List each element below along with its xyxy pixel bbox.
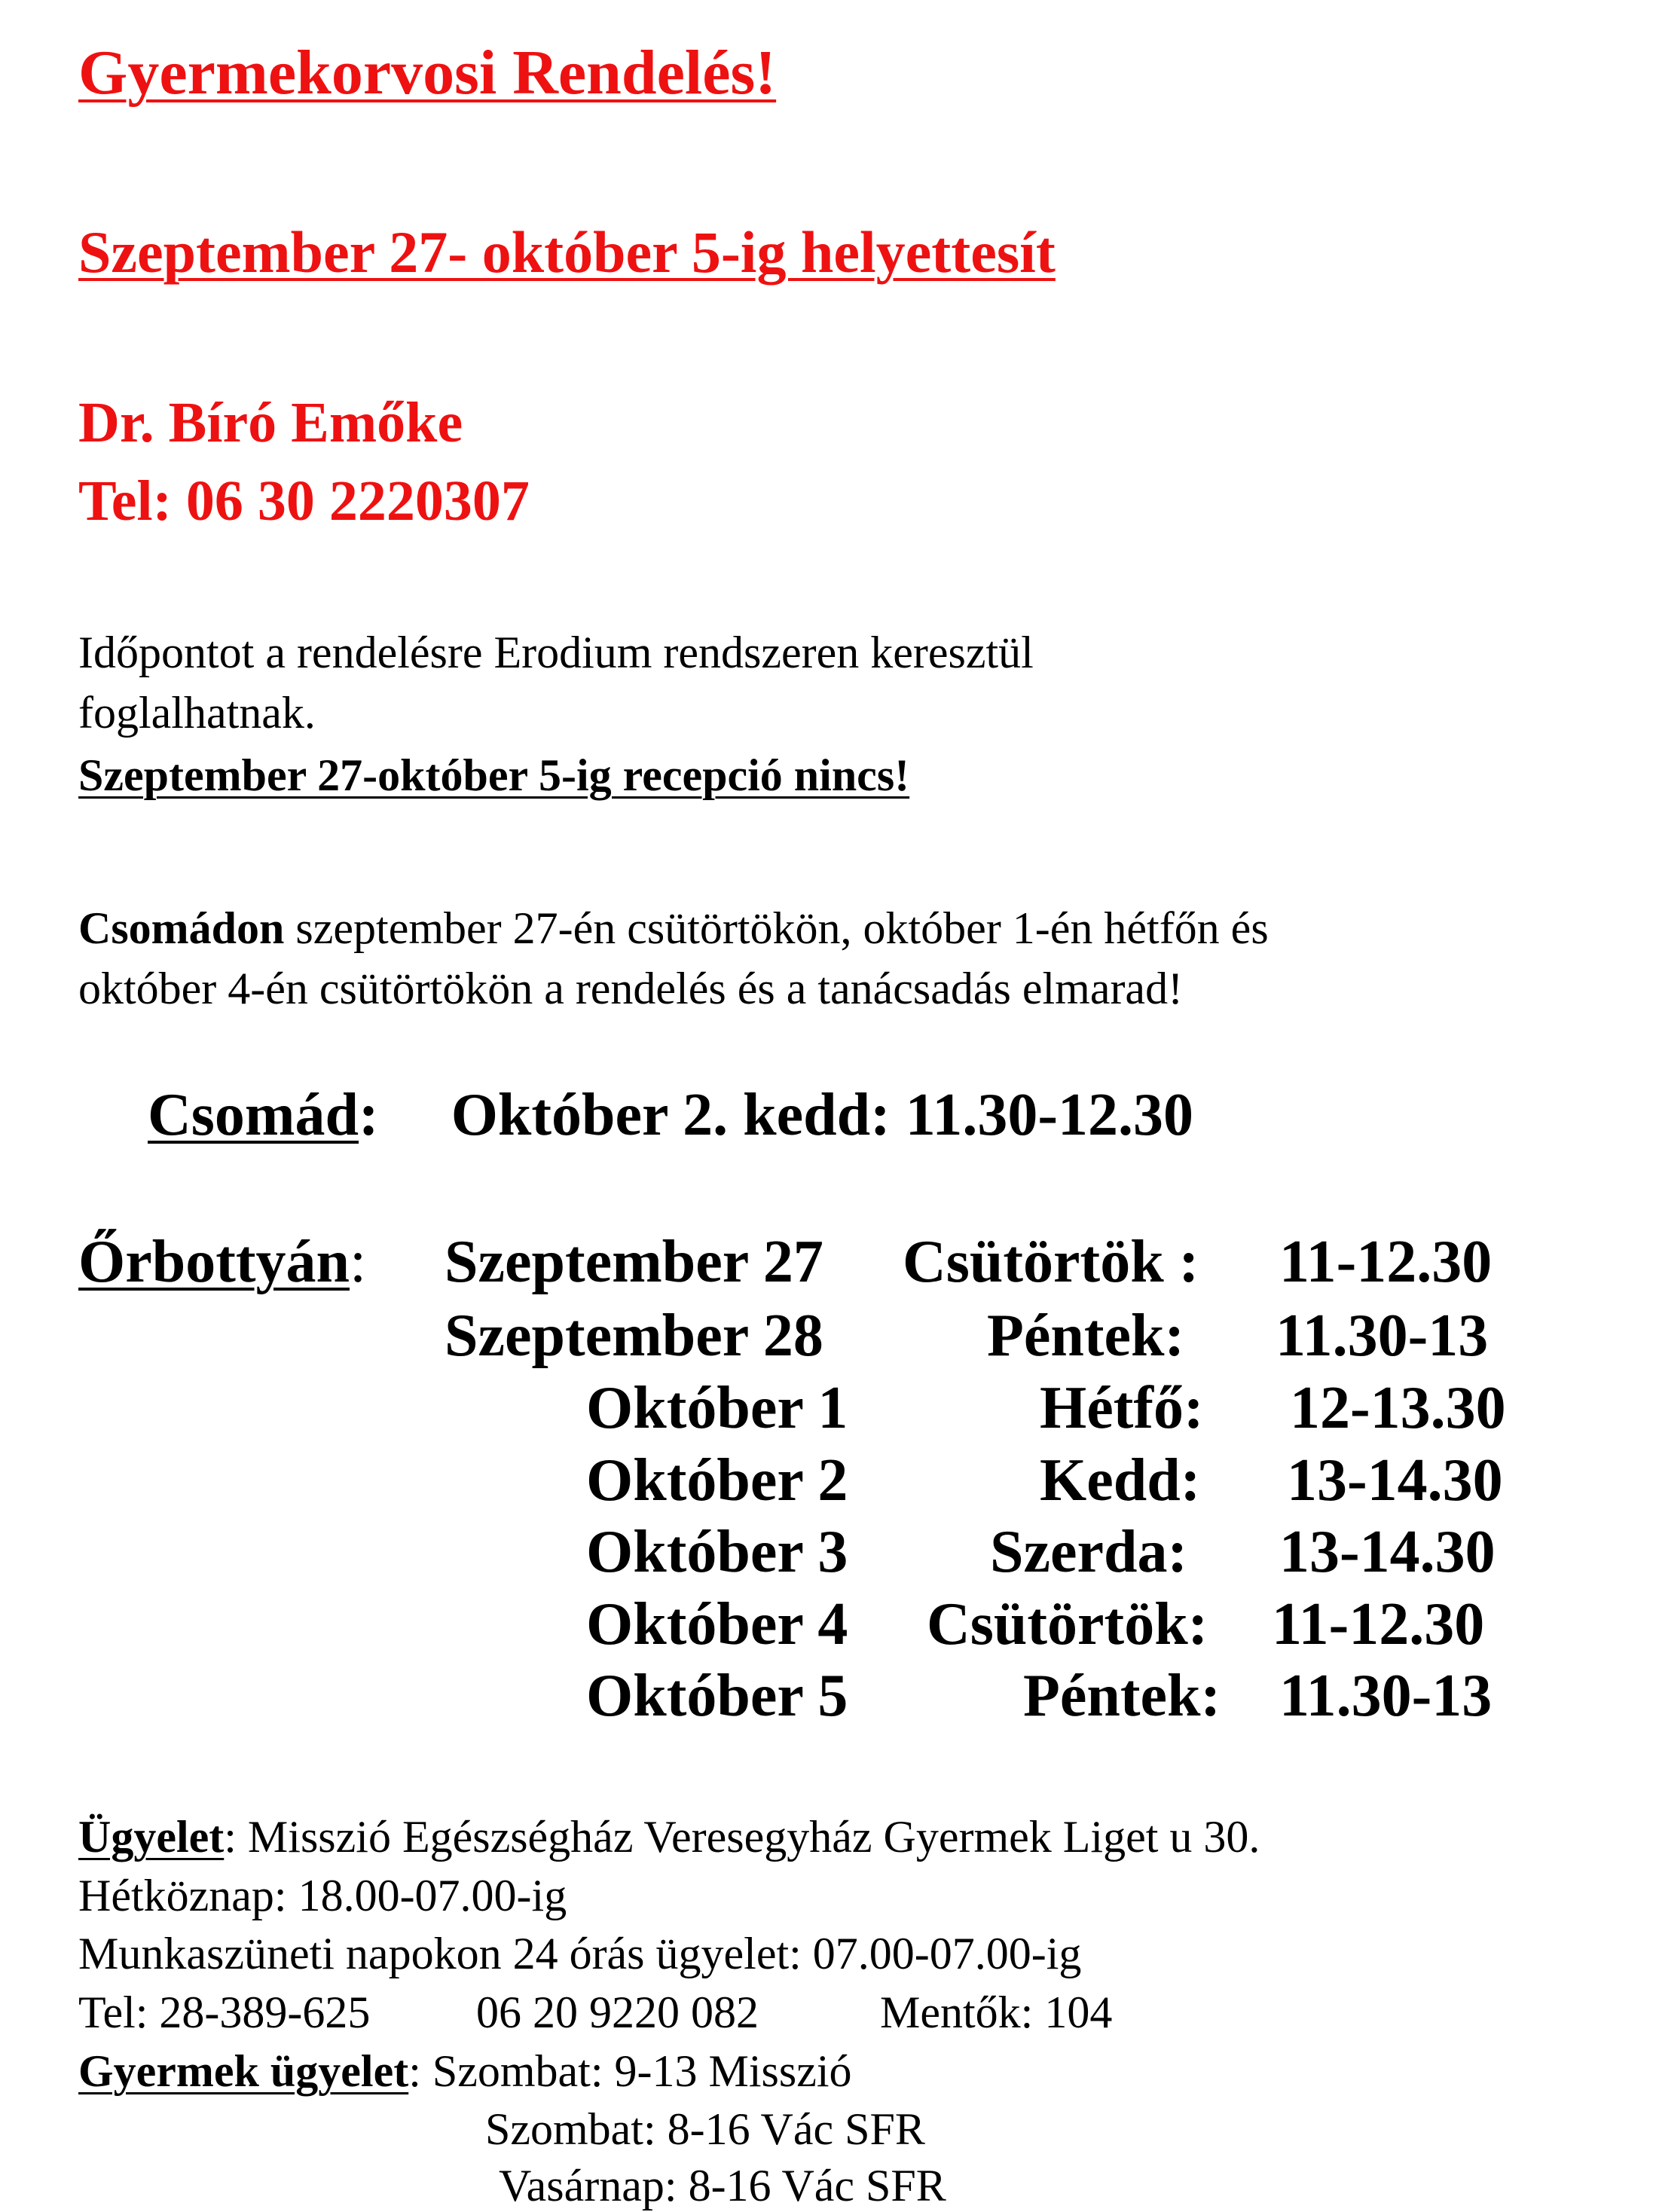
duty-address: : Misszió Egészségház Veresegyház Gyermek Liget u 30. [224,1812,1260,1862]
orbottyan-colon: : [350,1229,367,1295]
duty-holiday: Munkaszüneti napokon 24 órás ügyelet: 07.00-07.00-ig [78,1929,1082,1978]
schedule-time: 12-13.30 [1290,1375,1506,1441]
schedule-day: Péntek: [1023,1663,1221,1729]
child-duty-saturday-vac: Szombat: 8-16 Vác SFR [485,2104,925,2154]
cancel-notice-line-2: október 4-én csütörtökön a rendelés és a tanácsadás elmarad! [78,964,1184,1013]
schedule-day: Kedd: [1040,1447,1201,1514]
doctor-name: Dr. Bíró Emőke [78,391,463,454]
schedule-day: Hétfő: [1040,1375,1204,1441]
duty-address-line [78,1811,1260,1863]
cancel-notice-line-1 [78,903,1269,955]
cancel-place: Csomádon [78,903,285,953]
csomad-place: Csomád [148,1082,359,1148]
csomad-time: Október 2. kedd: 11.30-12.30 [451,1082,1193,1148]
csomad-schedule [148,1081,1193,1150]
orbottyan-label [78,1228,366,1297]
doctor-phone: Tel: 06 30 2220307 [78,469,530,533]
substitution-heading: Szeptember 27- október 5-ig helyettesít [78,219,1056,285]
schedule-time: 11.30-13 [1276,1303,1489,1369]
schedule-day: Péntek: [987,1303,1185,1369]
schedule-time: 11.30-13 [1279,1663,1493,1729]
orbottyan-place: Őrbottyán [78,1229,350,1295]
child-duty-sunday-vac: Vasárnap: 8-16 Vác SFR [499,2161,946,2210]
child-duty-label: Gyermek ügyelet [78,2046,409,2096]
schedule-time: 11-12.30 [1272,1591,1485,1657]
schedule-day: Csütörtök : [903,1229,1199,1295]
page-title: Gyermekorvosi Rendelés! [78,38,777,108]
schedule-date: Október 5 [586,1663,848,1729]
schedule-time: 13-14.30 [1279,1519,1496,1585]
schedule-day: Szerda: [990,1519,1188,1585]
schedule-time: 13-14.30 [1287,1447,1503,1514]
booking-line-2: foglalhatnak. [78,688,316,738]
schedule-date: Október 1 [586,1375,848,1441]
duty-tel: Tel: 28-389-625 [78,1987,371,2037]
duty-label: Ügyelet [78,1812,225,1862]
schedule-date: Október 2 [586,1447,848,1514]
no-reception-notice: Szeptember 27-október 5-ig recepció nincs! [78,750,910,800]
duty-weekday: Hétköznap: 18.00-07.00-ig [78,1871,567,1920]
booking-line-1: Időpontot a rendelésre Erodium rendszeren keresztül [78,628,1034,677]
schedule-date: Október 3 [586,1519,848,1585]
csomad-colon: : [359,1082,379,1148]
duty-mobile: 06 20 9220 082 [476,1987,759,2037]
duty-ambulance: Mentők: 104 [880,1987,1113,2037]
schedule-day: Csütörtök: [927,1591,1208,1657]
schedule-date: Szeptember 28 [445,1303,823,1369]
child-duty-saturday-missio: : Szombat: 9-13 Misszió [408,2046,852,2096]
cancel-notice-rest: szeptember 27-én csütörtökön, október 1-én hétfőn és [284,903,1269,953]
schedule-time: 11-12.30 [1279,1229,1493,1295]
child-duty-line-1 [78,2045,852,2097]
schedule-date: Október 4 [586,1591,848,1657]
schedule-date: Szeptember 27 [445,1229,823,1295]
